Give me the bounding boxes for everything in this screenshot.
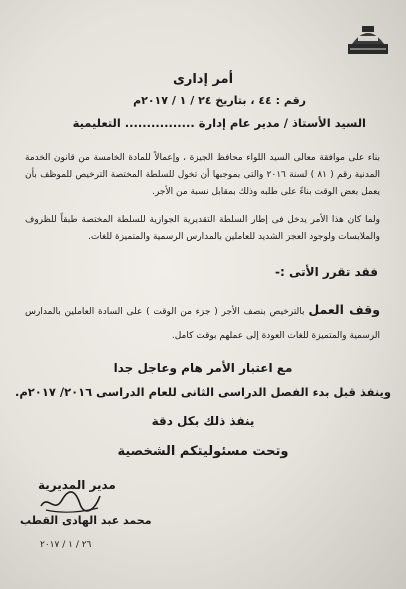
deadline-note: وينفذ قبل بدء الفصل الدراسى الثانى للعام الدراسى ٢٠١٦/ ٢٠١٧م. (14, 385, 392, 399)
urgency-note: مع اعتبار الأمر هام وعاجل جدا (113, 361, 293, 375)
justification-paragraph: ولما كان هذا الأمر يدخل فى إطار السلطة التقديرية الجوازية للسلطة المختصة طبقاً للظروف والملابسات ولوجود العجز الشديد للعاملين بالمدارس الرسمية والمتميزة للغات. (25, 215, 380, 242)
precision-note: ينفذ ذلك بكل دقة (151, 414, 255, 428)
document-title: أمر إدارى (172, 72, 234, 87)
decision-paragraph (25, 298, 380, 348)
signatory-title: مدير المديرية (38, 478, 116, 492)
responsibility-note: وتحت مسئوليتكم الشخصية (117, 444, 289, 459)
preamble-paragraph: بناء على موافقة معالى السيد اللواء محافظ الجيزة ، وإعمالاً للمادة الخامسة من قانون الخدمة المدنية رقم ( ٨١ ) لسنة ٢٠١٦ والتى بموجبها أن تخول للسلطة المختصة الترخيص للموظف بأن يعمل بعض الوقت بناءً على طلبه وذلك بمقابل نسبة من الأجر. (25, 153, 381, 197)
decision-heading: فقد تقرر الأتى :- (275, 265, 378, 279)
addressee-line: السيد الأستاذ / مدير عام إدارة ................ التعليمية (72, 116, 366, 130)
reference-line: رقم : ٤٤ ، بتاريخ ٢٤ / ١ / ٢٠١٧م (133, 94, 306, 107)
decision-lead: وقف العمل (308, 302, 380, 317)
signature-date: ٢٦ / ١ / ٢٠١٧ (40, 540, 92, 550)
directorate-logo (344, 18, 392, 58)
signatory-name: محمد عبد الهادى القطب (20, 514, 152, 527)
decision-text: بالترخيص بنصف الأجر ( جزء من الوقت ) على السادة العاملين بالمدارس الرسمية والمتميزة للغات العودة إلى عملهم بوقت كامل. (25, 307, 380, 341)
